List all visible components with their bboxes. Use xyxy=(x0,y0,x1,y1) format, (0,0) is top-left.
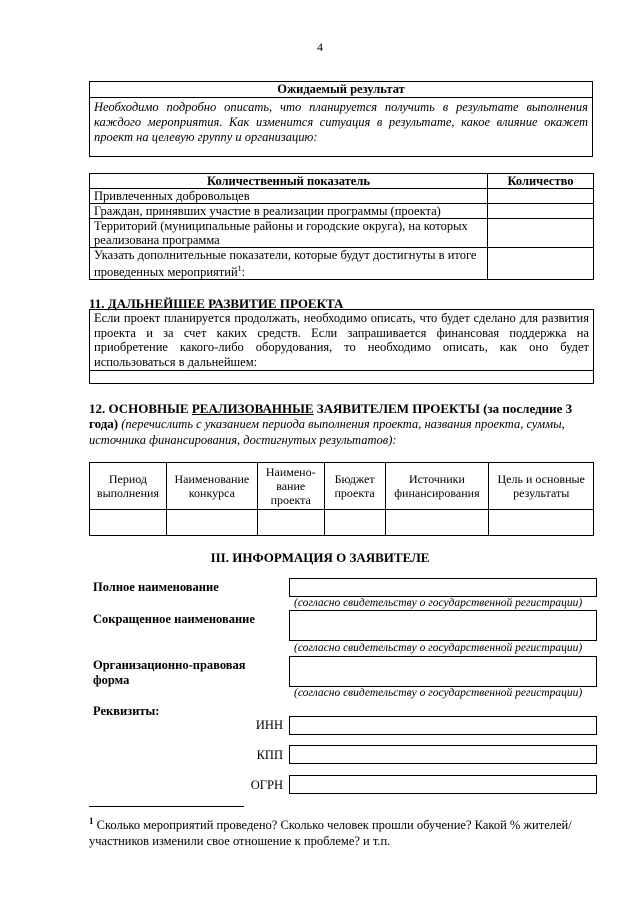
column-header: Цель и основные результаты xyxy=(489,463,594,510)
section-11-instructions: Если проект планируется продолжать, необходимо описать, что будет сделано для развития проекта и за счет каких средств. Если запрашивается финансовая поддержка на приобретение какого-либо оборудования, то необходимо описать, как оно будет использоваться в дальнейшем: xyxy=(90,310,593,371)
table-row xyxy=(90,189,594,204)
table-row xyxy=(90,219,594,248)
kpp-field[interactable] xyxy=(289,745,597,764)
indicator-label-text: Указать дополнительные показатели, которые будут достигнуты в итоге проведенных мероприятий xyxy=(94,248,477,280)
column-header: Период выполнения xyxy=(90,463,167,510)
quantity-cell[interactable] xyxy=(488,204,594,219)
indicators-table xyxy=(89,173,594,280)
ogrn-label: ОГРН xyxy=(250,778,283,792)
indicators-header-row xyxy=(90,174,594,189)
indicator-label: Привлеченных добровольцев xyxy=(90,189,488,204)
legal-form-field[interactable] xyxy=(289,656,597,687)
kpp-label: КПП xyxy=(256,748,283,762)
table-row xyxy=(90,204,594,219)
indicator-label: Указать дополнительные показатели, которые будут достигнуты в итоге проведенных мероприятий$^1$: xyxy=(90,248,488,280)
indicator-column-header: Количественный показатель xyxy=(90,174,488,189)
expected-result-title: Ожидаемый результат xyxy=(90,82,592,98)
expected-result-box xyxy=(89,81,593,157)
quantity-cell[interactable] xyxy=(488,248,594,280)
table-cell[interactable] xyxy=(166,510,257,536)
table-row xyxy=(90,510,594,536)
inn-field[interactable] xyxy=(289,716,597,735)
table-cell[interactable] xyxy=(489,510,594,536)
table-cell[interactable] xyxy=(324,510,385,536)
projects-table xyxy=(89,462,594,536)
section-3-title: III. ИНФОРМАЦИЯ О ЗАЯВИТЕЛЕ xyxy=(210,550,430,565)
registration-note: (согласно свидетельству о государственной регистрации) xyxy=(294,642,583,654)
table-cell[interactable] xyxy=(385,510,489,536)
inn-label: ИНН xyxy=(255,718,283,732)
section-11-title: 11. ДАЛЬНЕЙШЕЕ РАЗВИТИЕ ПРОЕКТА xyxy=(89,296,344,311)
footnote-divider xyxy=(89,806,244,807)
section-12-subtitle: (перечислить с указанием периода выполнения проекта, названия проекта, суммы, источника финансирования, достигнутых результатов): xyxy=(89,417,565,447)
indicator-label: Территорий (муниципальные районы и городские округа), на которых реализована программа xyxy=(90,219,488,248)
quantity-column-header: Количество xyxy=(488,174,594,189)
short-name-field[interactable] xyxy=(289,610,597,641)
registration-note: (согласно свидетельству о государственной регистрации) xyxy=(294,597,583,609)
column-header: Наимено-вание проекта xyxy=(257,463,324,510)
table-row xyxy=(90,248,594,280)
page-number: 4 xyxy=(317,40,323,54)
quantity-cell[interactable] xyxy=(488,219,594,248)
section-12-heading xyxy=(89,401,594,448)
column-header: Наименование конкурса xyxy=(166,463,257,510)
table-cell[interactable] xyxy=(257,510,324,536)
section-11-answer-field[interactable] xyxy=(90,371,593,386)
section-12-title-c: ЗАЯВИТЕЛЕМ ПРОЕКТЫ (за последние 3 года) xyxy=(89,401,573,431)
footnote-mark: 1 xyxy=(89,816,94,826)
full-name-label: Полное наименование xyxy=(93,580,219,594)
quantity-cell[interactable] xyxy=(488,189,594,204)
section-11-box xyxy=(89,309,594,384)
section-12-title-b: РЕАЛИЗОВАННЫЕ xyxy=(191,401,314,416)
footnote-text: Сколько мероприятий проведено? Сколько человек прошли обучение? Какой % жителей/участников изменили свое отношение к проблеме? и т.п. xyxy=(89,818,572,849)
indicator-label: Граждан, принявших участие в реализации программы (проекта) xyxy=(90,204,488,219)
full-name-field[interactable] xyxy=(289,578,597,597)
projects-header-row xyxy=(90,463,594,510)
footnote xyxy=(89,813,594,849)
legal-form-label: Организационно-правовая форма xyxy=(93,658,246,687)
registration-note: (согласно свидетельству о государственной регистрации) xyxy=(294,687,583,699)
footnote-ref: 1 xyxy=(237,264,242,273)
requisites-label: Реквизиты: xyxy=(93,704,160,718)
table-cell[interactable] xyxy=(90,510,167,536)
column-header: Бюджет проекта xyxy=(324,463,385,510)
expected-result-field[interactable]: Необходимо подробно описать, что планируется получить в результате выполнения каждого мероприятия. Как изменится ситуация в результате, какое влияние окажет проект на целевую группу и организацию: xyxy=(94,100,588,144)
column-header: Источники финансирования xyxy=(385,463,489,510)
short-name-label: Сокращенное наименование xyxy=(93,612,255,626)
ogrn-field[interactable] xyxy=(289,775,597,794)
section-12-title-a: 12. ОСНОВНЫЕ xyxy=(89,401,192,416)
